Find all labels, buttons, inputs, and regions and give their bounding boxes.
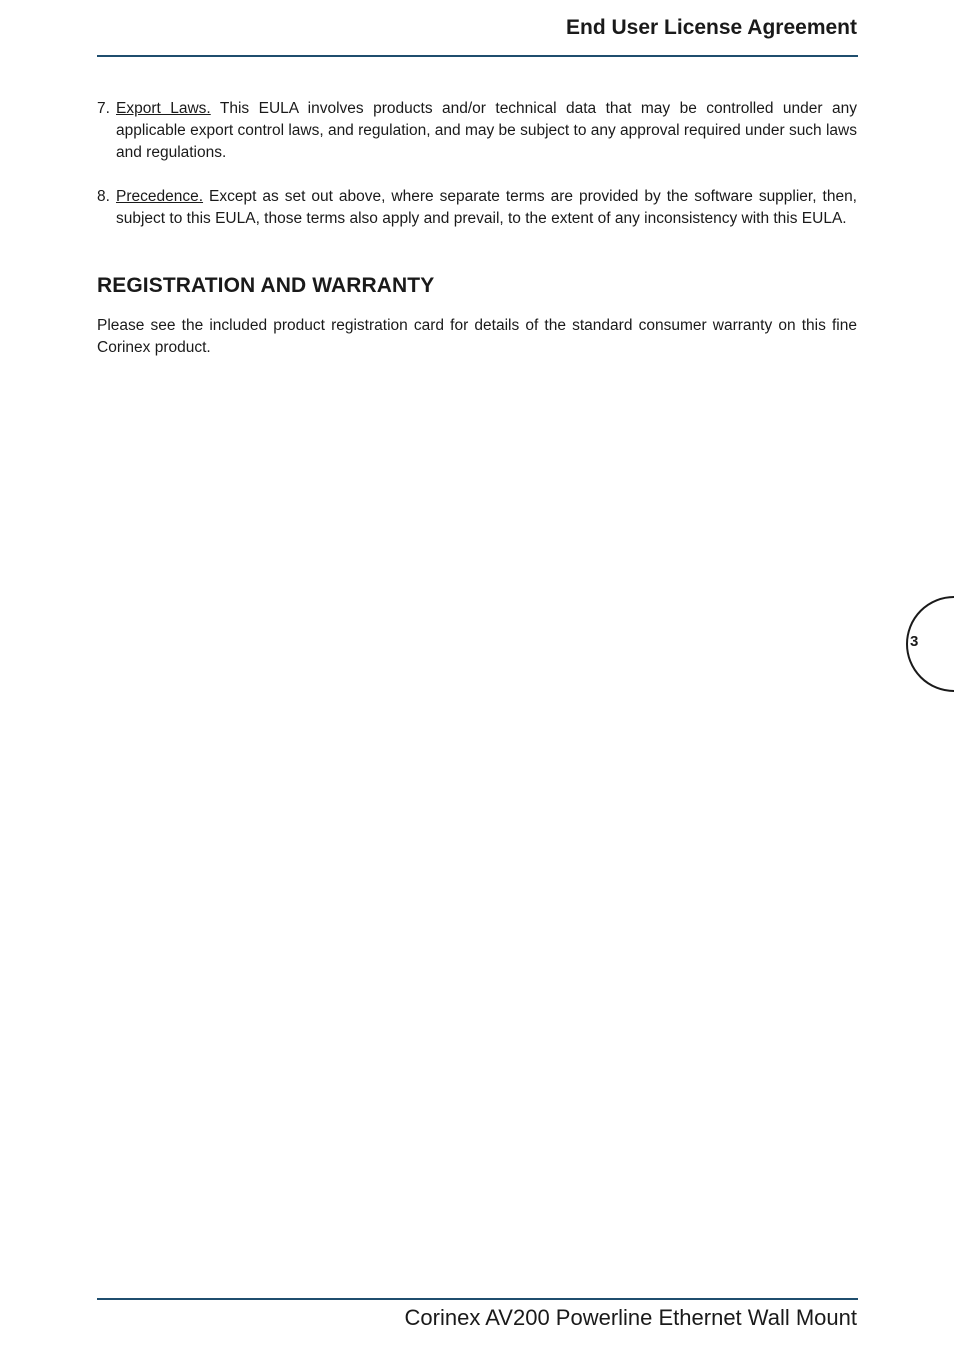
item-term: Precedence.	[116, 188, 204, 205]
list-item	[97, 186, 857, 230]
item-number: 8.	[97, 188, 110, 205]
section-paragraph: Please see the included product registration card for details of the standard consumer warranty on this fine Corinex product.	[97, 317, 857, 356]
item-number: 7.	[97, 100, 110, 117]
page-number: 3	[910, 633, 919, 650]
item-term: Export Laws.	[116, 100, 211, 117]
item-text: Except as set out above, where separate terms are provided by the software supplier, then, subject to this EULA, those terms also apply and prevail, to the extent of any inconsistency with this EULA.	[116, 188, 857, 227]
page-footer-title: Corinex AV200 Powerline Ethernet Wall Mount	[404, 1305, 857, 1330]
header-divider	[97, 55, 858, 57]
list-item	[97, 98, 857, 164]
item-text: This EULA involves products and/or technical data that may be controlled under any applicable export control laws, and regulation, and may be subject to any approval required under such laws and regulations.	[116, 100, 857, 161]
document-body	[97, 98, 857, 359]
section-heading: REGISTRATION AND WARRANTY	[97, 274, 435, 297]
footer-divider	[97, 1298, 858, 1300]
page-header-title: End User License Agreement	[566, 16, 857, 39]
